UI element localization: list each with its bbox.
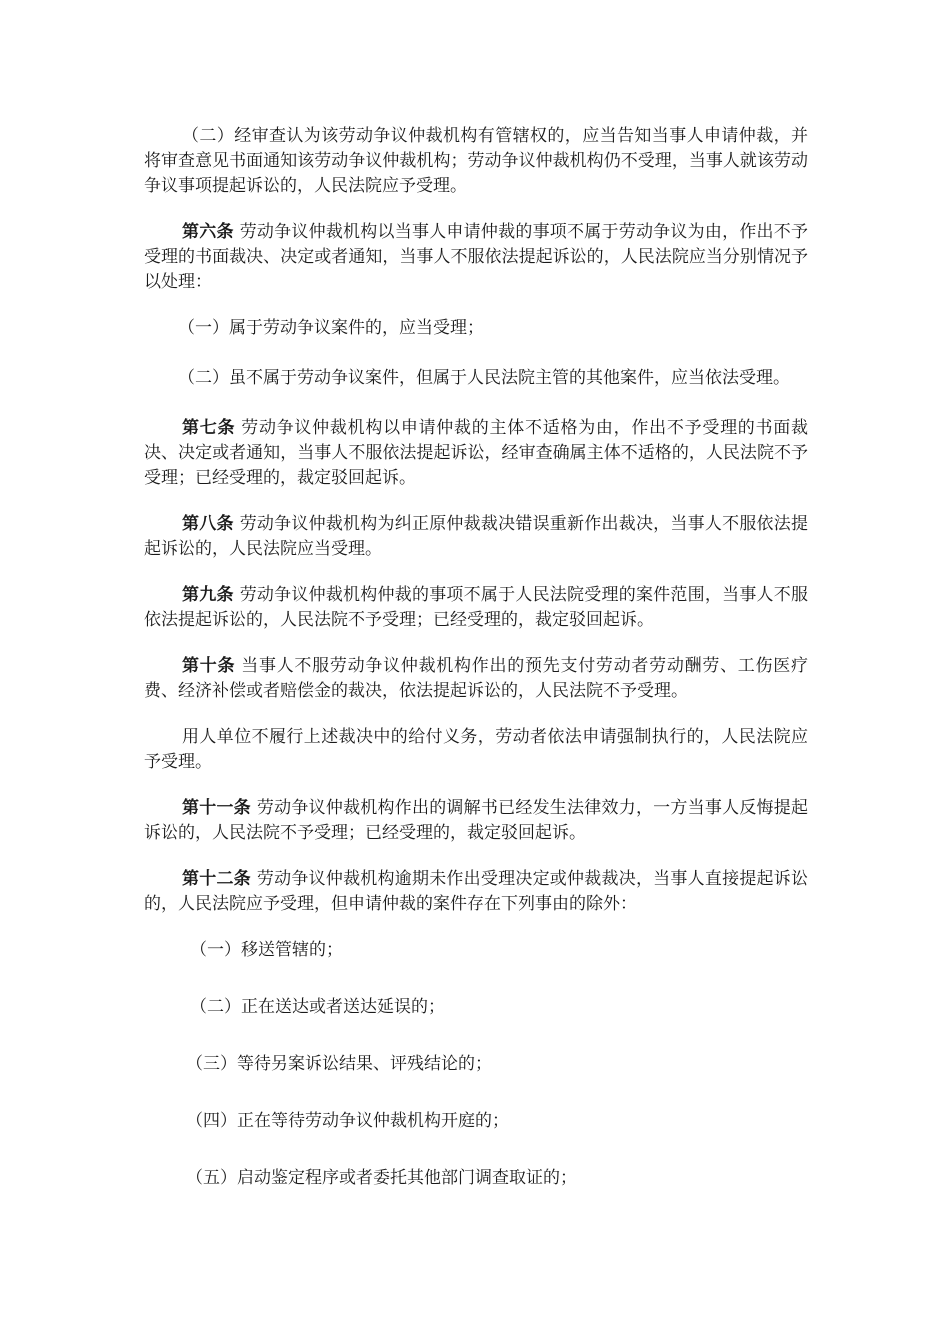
article-number: 第八条: [182, 514, 234, 534]
paragraph-enforcement: [144, 725, 808, 775]
paragraph-text: （一）属于劳动争议案件的，应当受理；: [178, 318, 484, 338]
paragraph-item-2-jurisdiction: [144, 124, 808, 199]
article-11: [144, 796, 808, 846]
paragraph-item-5-appraisal: [144, 1166, 808, 1191]
article-text: 劳动争议仲裁机构作出的调解书已经发生法律效力，一方当事人反悔提起诉讼的，人民法院不予受理；已经受理的，裁定驳回起诉。: [144, 798, 809, 843]
paragraph-text: （二）虽不属于劳动争议案件，但属于人民法院主管的其他案件，应当依法受理。: [178, 368, 790, 388]
paragraph-item-2: [144, 366, 808, 391]
article-6: [144, 220, 808, 295]
paragraph-item-4-hearing: [144, 1109, 808, 1134]
document-page: [144, 124, 808, 1223]
paragraph-item-1-transfer: [144, 938, 808, 963]
article-number: 第七条: [182, 418, 236, 438]
article-number: 第十条: [182, 656, 236, 676]
paragraph-text: （三）等待另案诉讼结果、评残结论的；: [186, 1054, 492, 1074]
paragraph-item-2-delivery: [144, 995, 808, 1020]
article-12: [144, 867, 808, 917]
paragraph-text: （二）正在送达或者送达延误的；: [190, 997, 445, 1017]
paragraph-text: 用人单位不履行上述裁决中的给付义务，劳动者依法申请强制执行的，人民法院应予受理。: [144, 727, 808, 772]
article-number: 第六条: [182, 222, 234, 242]
article-9: [144, 583, 808, 633]
paragraph-text: （五）启动鉴定程序或者委托其他部门调查取证的；: [186, 1168, 577, 1188]
article-number: 第九条: [182, 585, 234, 605]
article-10: [144, 654, 808, 704]
article-8: [144, 512, 808, 562]
article-number: 第十二条: [182, 869, 251, 889]
paragraph-text: （二）经审查认为该劳动争议仲裁机构有管辖权的，应当告知当事人申请仲裁，并将审查意见书面通知该劳动争议仲裁机构；劳动争议仲裁机构仍不受理，当事人就该劳动争议事项提起诉讼的，人民法院应予受理。: [144, 126, 808, 196]
article-text: 劳动争议仲裁机构为纠正原仲裁裁决错误重新作出裁决，当事人不服依法提起诉讼的，人民法院应当受理。: [144, 514, 809, 559]
article-text: 劳动争议仲裁机构以当事人申请仲裁的事项不属于劳动争议为由，作出不予受理的书面裁决、决定或者通知，当事人不服依法提起诉讼的，人民法院应当分别情况予以处理：: [144, 222, 809, 292]
article-text: 当事人不服劳动争议仲裁机构作出的预先支付劳动者劳动酬劳、工伤医疗费、经济补偿或者赔偿金的裁决，依法提起诉讼的，人民法院不予受理。: [144, 656, 809, 701]
article-text: 劳动争议仲裁机构逾期未作出受理决定或仲裁裁决，当事人直接提起诉讼的，人民法院应予受理，但申请仲裁的案件存在下列事由的除外：: [144, 869, 809, 914]
paragraph-item-3-waiting: [144, 1052, 808, 1077]
article-7: [144, 416, 808, 491]
paragraph-text: （四）正在等待劳动争议仲裁机构开庭的；: [186, 1111, 509, 1131]
paragraph-text: （一）移送管辖的；: [190, 940, 343, 960]
article-number: 第十一条: [182, 798, 251, 818]
article-text: 劳动争议仲裁机构以申请仲裁的主体不适格为由，作出不予受理的书面裁决、决定或者通知，当事人不服依法提起诉讼，经审查确属主体不适格的，人民法院不予受理；已经受理的，裁定驳回起诉。: [144, 418, 809, 488]
paragraph-item-1: [144, 316, 808, 341]
article-text: 劳动争议仲裁机构仲裁的事项不属于人民法院受理的案件范围，当事人不服依法提起诉讼的，人民法院不予受理；已经受理的，裁定驳回起诉。: [144, 585, 809, 630]
